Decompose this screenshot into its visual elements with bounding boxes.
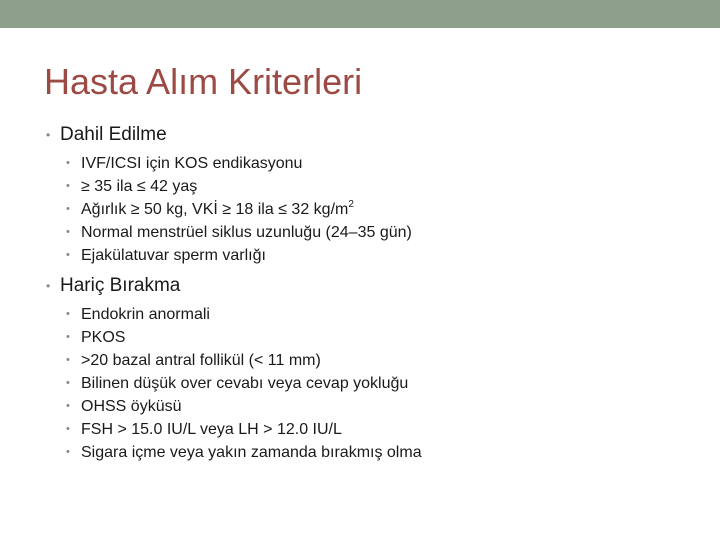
- list-item: [44, 326, 704, 349]
- list-item: [44, 441, 704, 464]
- list-item: [44, 418, 704, 441]
- bullet-icon: •: [66, 354, 70, 366]
- list-item-text: IVF/ICSI için KOS endikasyonu: [81, 155, 303, 172]
- list-item: [44, 221, 704, 244]
- list-item-text: Ejakülatuvar sperm varlığı: [81, 247, 266, 264]
- bullet-icon: •: [66, 331, 70, 343]
- list-item: [44, 244, 704, 267]
- section-inclusion: [44, 120, 704, 150]
- list-item-text: ≥ 35 ila ≤ 42 yaş: [81, 178, 198, 195]
- bullet-icon: •: [66, 157, 70, 169]
- bullet-icon: •: [66, 249, 70, 261]
- list-item-text: FSH > 15.0 IU/L veya LH > 12.0 IU/L: [81, 421, 342, 438]
- list-item-text: Endokrin anormali: [81, 306, 210, 323]
- list-item-text: >20 bazal antral follikül (< 11 mm): [81, 352, 321, 369]
- list-item: [44, 152, 704, 175]
- section-label: Hariç Bırakma: [60, 275, 181, 296]
- list-item: [44, 198, 704, 221]
- list-item-text: OHSS öyküsü: [81, 398, 182, 415]
- list-item-text: Sigara içme veya yakın zamanda bırakmış olma: [81, 444, 422, 461]
- bullet-icon: •: [66, 423, 70, 435]
- list-item: [44, 303, 704, 326]
- slide-title: Hasta Alım Kriterleri: [44, 61, 363, 102]
- bullet-icon: •: [66, 180, 70, 192]
- list-item-text: PKOS: [81, 329, 126, 346]
- list-item: [44, 349, 704, 372]
- bullet-icon: •: [66, 400, 70, 412]
- list-item: [44, 395, 704, 418]
- top-accent-bar: [0, 0, 720, 28]
- bullet-icon: •: [66, 203, 70, 215]
- bullet-icon: •: [66, 377, 70, 389]
- list-item: [44, 175, 704, 198]
- bullet-icon: •: [66, 446, 70, 458]
- bullet-icon: •: [66, 308, 70, 320]
- list-item-text: Normal menstrüel siklus uzunluğu (24–35 gün): [81, 224, 412, 241]
- bullet-icon: •: [66, 226, 70, 238]
- superscript-two: 2: [348, 198, 354, 210]
- bullet-icon: •: [46, 128, 51, 142]
- section-exclusion: [44, 271, 704, 301]
- section-label: Dahil Edilme: [60, 124, 167, 145]
- list-item-text: Ağırlık ≥ 50 kg, VKİ ≥ 18 ila ≤ 32 kg/m: [81, 201, 349, 218]
- list-item-text: Bilinen düşük over cevabı veya cevap yokluğu: [81, 375, 409, 392]
- exclusion-list: [44, 303, 704, 464]
- bullet-icon: •: [46, 279, 51, 293]
- list-item: [44, 372, 704, 395]
- inclusion-list: [44, 152, 704, 267]
- slide-body: [44, 120, 704, 468]
